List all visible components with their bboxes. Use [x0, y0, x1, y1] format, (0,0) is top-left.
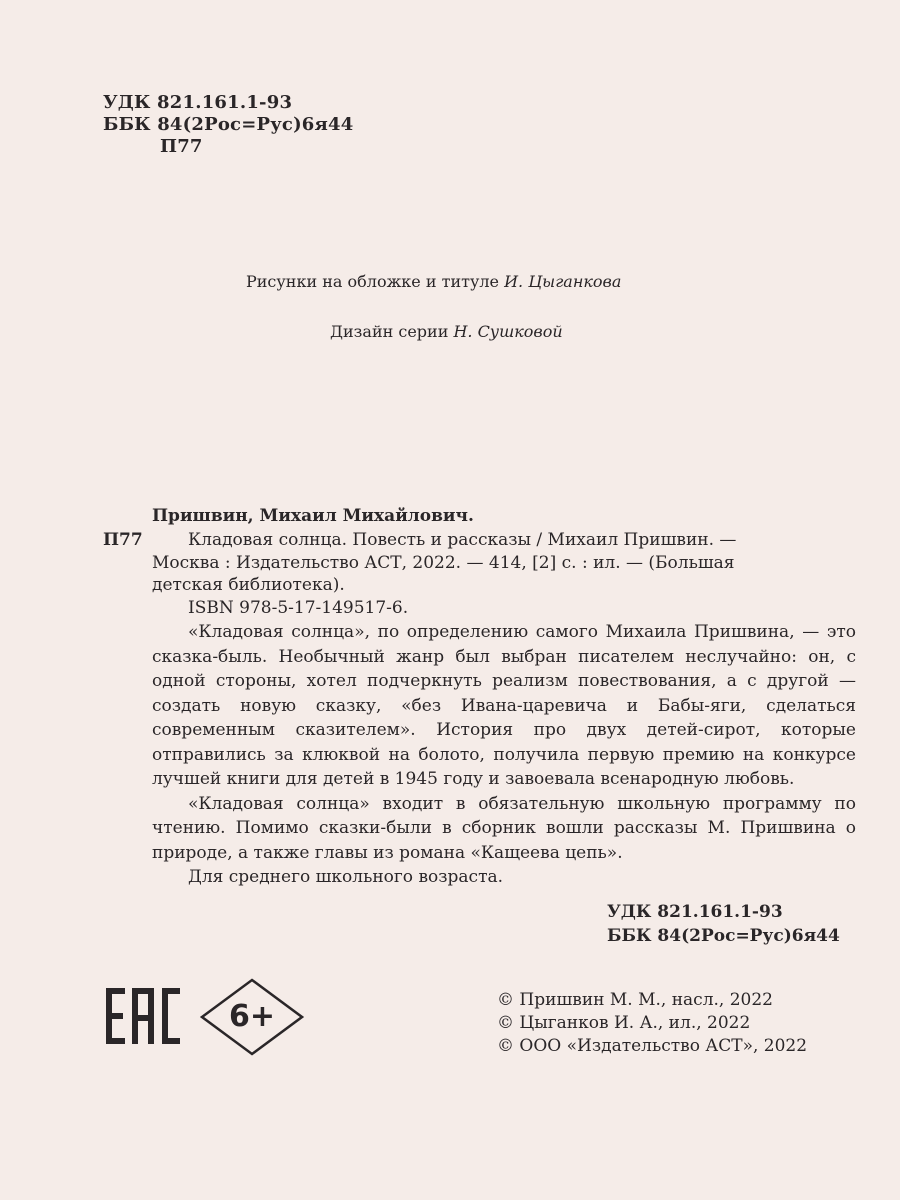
bottom-bbk: ББК 84(2Рос=Рус)6я44	[607, 926, 840, 946]
design-prefix: Дизайн серии	[330, 322, 454, 341]
bib-line-1: Кладовая солнца. Повесть и рассказы / Михаил Пришвин. —	[188, 530, 737, 550]
annotation-paragraph-3: Для среднего школьного возраста.	[188, 867, 504, 887]
bottom-udk: УДК 821.161.1-93	[607, 902, 783, 922]
bib-line-3: детская библиотека).	[152, 575, 345, 595]
bib-line-2: Москва : Издательство АСТ, 2022. — 414, [2] с. : ил. — (Большая	[152, 552, 735, 573]
annotation	[152, 620, 856, 890]
design-credit	[330, 322, 563, 342]
illustrations-prefix: Рисунки на обложке и титуле	[246, 272, 505, 291]
bib-isbn: ISBN 978-5-17-149517-6.	[188, 598, 409, 618]
copyright-illustrator: © Цыганков И. А., ил., 2022	[497, 1013, 751, 1033]
illustrator-name: И. Цыганкова	[504, 272, 622, 291]
illustrations-credit	[246, 272, 621, 292]
annotation-paragraph-1: «Кладовая солнца», по определению самого Михаила Пришвина, — это сказка-быль. Необычный жанр был выбран писателем неслучайно: он, с одной стороны, хотел подчеркнуть реализм повествования, а с другой — создать новую сказку, «без Ивана-царевича и Бабы-яги, сделаться современным сказителем». История про двух детей-сирот, которые отправились за клюквой на болото, получила первую премию на конкурсе лучшей книги для детей в 1945 году и завоевала всенародную любовь.	[152, 622, 856, 789]
annotation-paragraph-2: «Кладовая солнца» входит в обязательную школьную программу по чтению. Помимо сказки-были в сборник вошли рассказы М. Пришвина о природе, а также главы из романа «Кащеева цепь».	[152, 793, 856, 863]
designer-name: Н. Сушковой	[453, 322, 563, 341]
bib-code: П77	[103, 530, 143, 550]
bib-author: Пришвин, Михаил Михайлович.	[152, 506, 474, 526]
age-rating-text: 6+	[228, 999, 275, 1034]
top-bbk: ББК 84(2Рос=Рус)6я44	[103, 114, 354, 135]
top-author-code: П77	[160, 136, 203, 157]
top-udk: УДК 821.161.1-93	[103, 92, 293, 113]
copyright-author: © Пришвин М. М., насл., 2022	[497, 990, 773, 1010]
eac-logo-icon	[106, 988, 180, 1044]
copyright-publisher: © ООО «Издательство АСТ», 2022	[497, 1036, 808, 1056]
